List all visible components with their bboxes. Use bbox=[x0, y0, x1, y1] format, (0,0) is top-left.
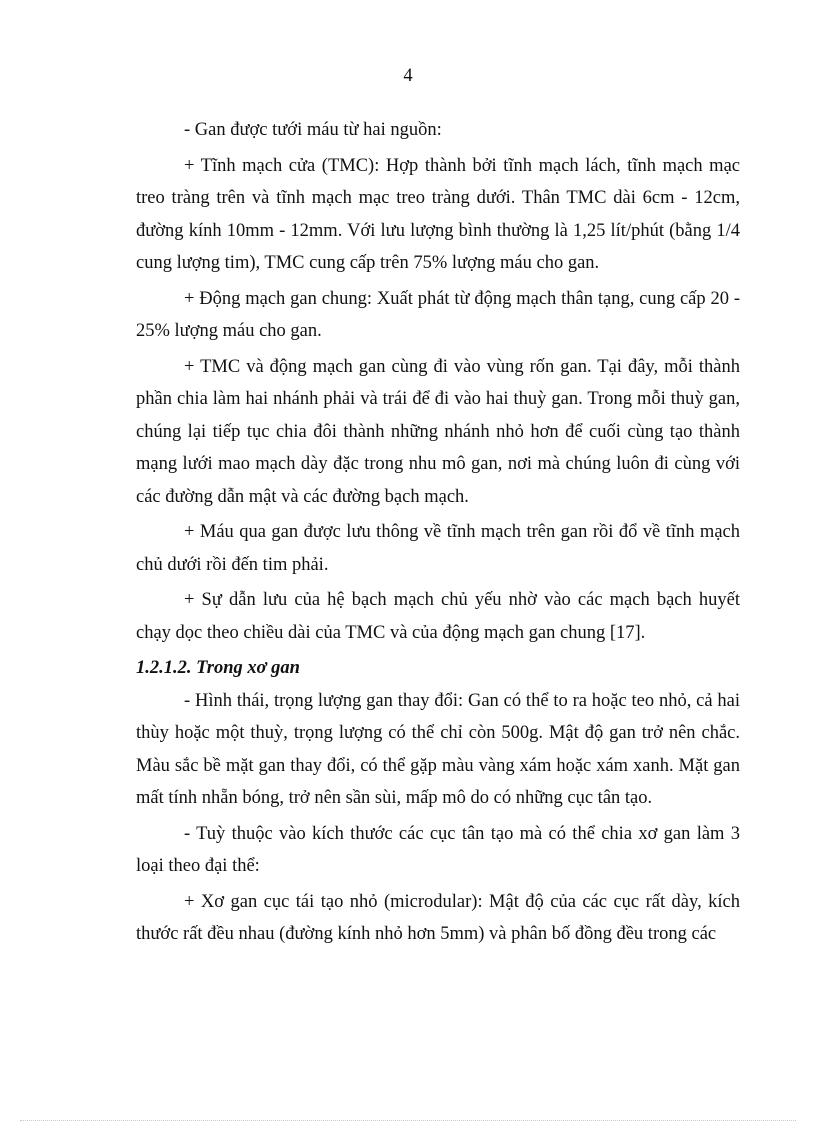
paragraph-hepatic-vein: + Máu qua gan được lưu thông về tĩnh mạch trên gan rồi đổ về tĩnh mạch chủ dưới rồi đến tim phải. bbox=[136, 522, 740, 575]
paragraph-micronodular: + Xơ gan cục tái tạo nhỏ (microdular): Mật độ của các cục rất dày, kích thước rất đều nhau (đường kính nhỏ hơn 5mm) và phân bố đồng đều trong các bbox=[136, 891, 740, 944]
paragraph-blood-supply-intro: - Gan được tưới máu từ hai nguồn: bbox=[184, 120, 442, 140]
paragraph-morphology: - Hình thái, trọng lượng gan thay đổi: Gan có thể to ra hoặc teo nhỏ, cả hai thùy hoặc một thuỳ, trọng lượng có thể chỉ còn 500g. Mật độ gan trở nên chắc. Màu sắc bề mặt gan thay đổi, có thể gặp màu vàng xám hoặc xám xanh. Mặt gan mất tính nhẵn bóng, trở nên sần sùi, mấp mô do có những cục tân tạo. bbox=[136, 690, 740, 808]
paragraph-portal-vein: + Tĩnh mạch cửa (TMC): Hợp thành bởi tĩnh mạch lách, tĩnh mạch mạc treo tràng trên và tĩnh mạch mạc treo tràng dưới. Thân TMC dài 6cm - 12cm, đường kính 10mm - 12mm. Với lưu lượng bình thường là 1,25 lít/phút (bằng 1/4 cung lượng tim), TMC cung cấp trên 75% lượng máu cho gan. bbox=[136, 155, 740, 273]
paragraph-hilum: + TMC và động mạch gan cùng đi vào vùng rốn gan. Tại đây, mỗi thành phần chia làm hai nhánh phải và trái để đi vào hai thuỳ gan. Trong mỗi thuỳ gan, chúng lại tiếp tục chia đôi thành những nhánh nhỏ hơn để cuối cùng tạo thành mạng lưới mao mạch dày đặc trong nhu mô gan, nơi mà chúng luôn đi cùng với các đường dẫn mật và các đường bạch mạch. bbox=[136, 356, 740, 507]
paragraph-lymphatic: + Sự dẫn lưu của hệ bạch mạch chủ yếu nhờ vào các mạch bạch huyết chạy dọc theo chiều dài của TMC và của động mạch gan chung [17]. bbox=[136, 590, 740, 643]
paragraph-classification: - Tuỳ thuộc vào kích thước các cục tân tạo mà có thể chia xơ gan làm 3 loại theo đại thể: bbox=[136, 823, 740, 876]
page-bottom-divider bbox=[20, 1120, 796, 1121]
section-heading: 1.2.1.2. Trong xơ gan bbox=[136, 658, 300, 678]
page-number: 4 bbox=[403, 66, 413, 86]
body-text bbox=[136, 114, 740, 951]
paragraph-hepatic-artery: + Động mạch gan chung: Xuất phát từ động mạch thân tạng, cung cấp 20 - 25% lượng máu cho gan. bbox=[136, 288, 740, 341]
